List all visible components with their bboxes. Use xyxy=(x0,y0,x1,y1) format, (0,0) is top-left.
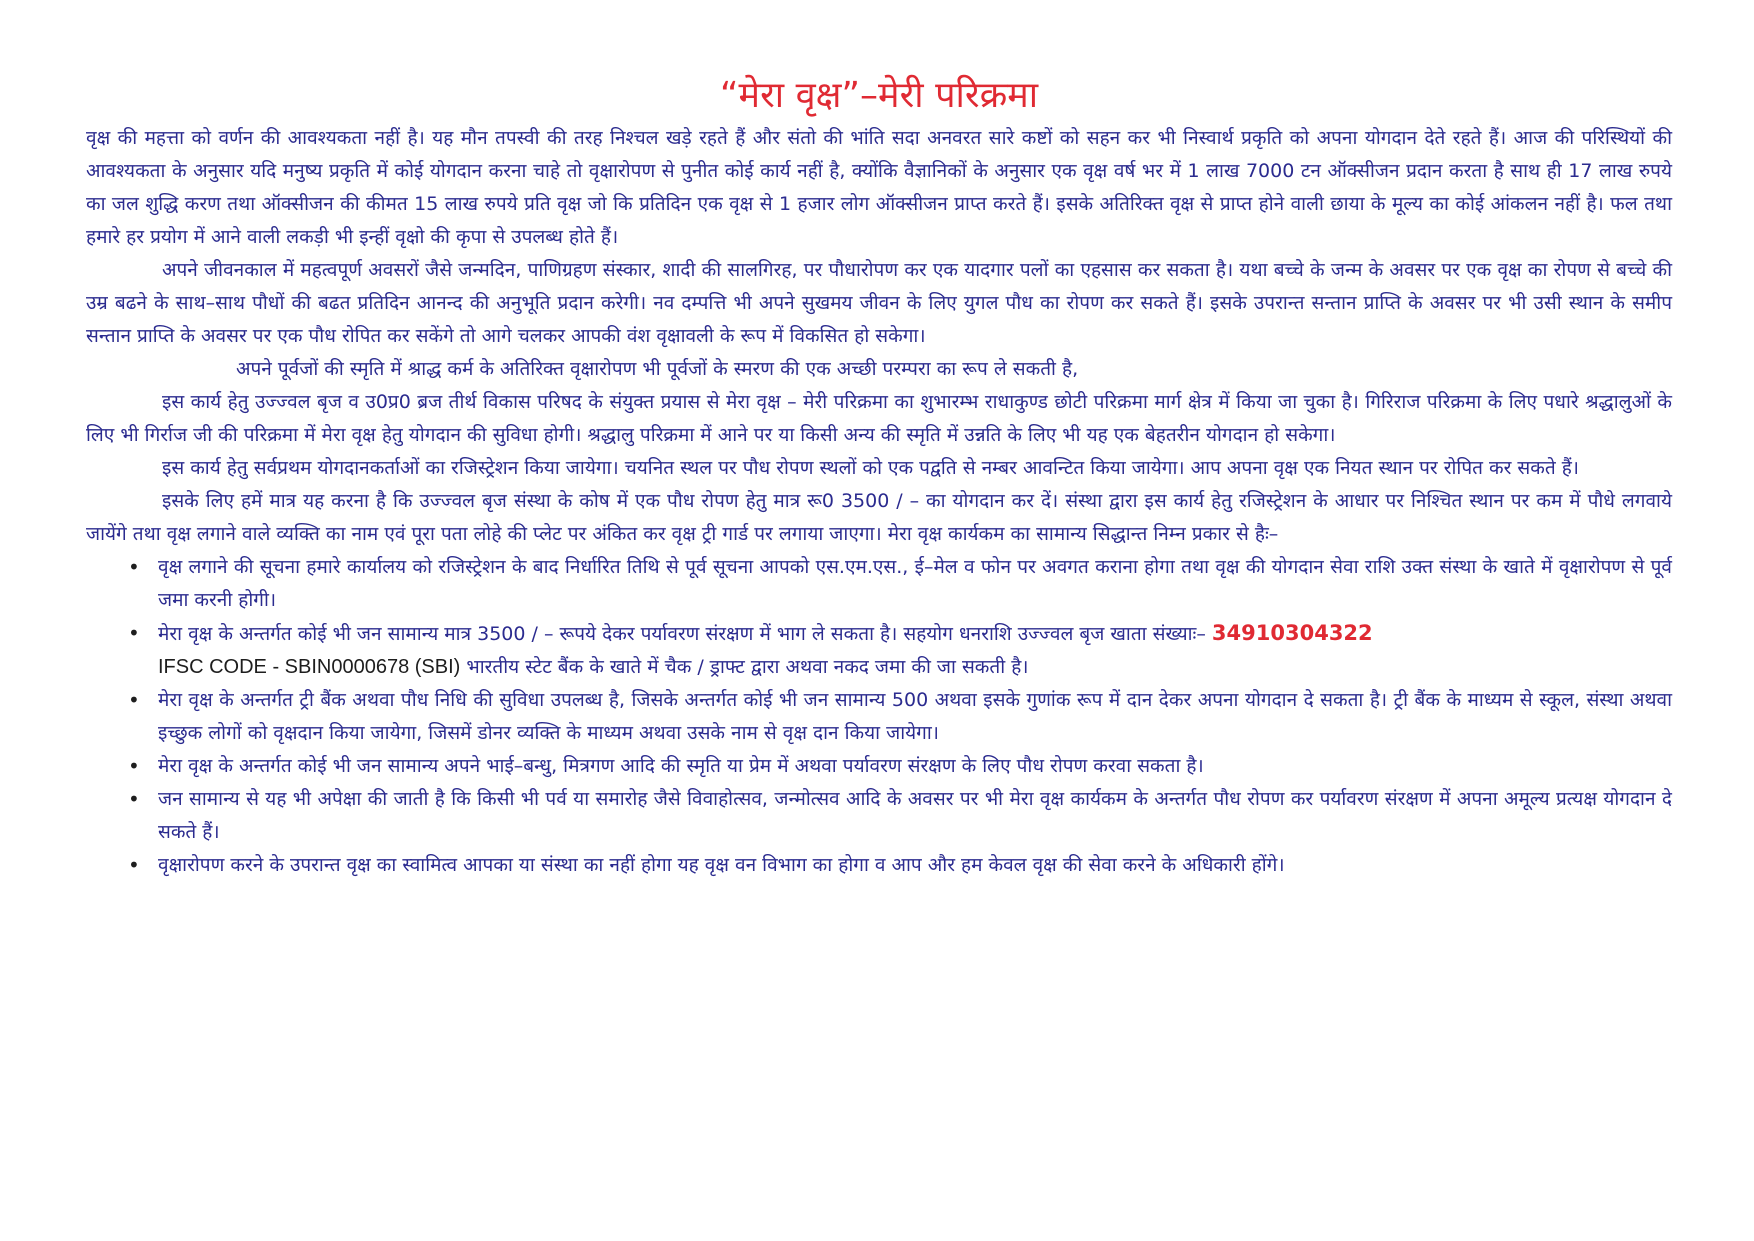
list-item-text: वृक्ष लगाने की सूचना हमारे कार्यालय को रजिस्ट्रेशन के बाद निर्धारित तिथि से पूर्व सूचना आपको एस.एम.एस., ई–मेल व फोन पर अवगत कराना होगा तथा वृक्ष की योगदान सेवा राशि उक्त संस्था के खाते में वृक्षारोपण से पूर्व जमा करनी होगी। xyxy=(158,556,1672,611)
document-page xyxy=(86,72,1672,882)
list-item xyxy=(86,684,1672,750)
list-item-text: मेरा वृक्ष के अन्तर्गत कोई भी जन सामान्य मात्र 3500 / – रूपये देकर पर्यावरण संरक्षण में भाग ले सकता है। सहयोग धनराशि उज्ज्वल बृज खाता संख्याः– xyxy=(158,623,1212,645)
paragraph-registration: इस कार्य हेतु सर्वप्रथम योगदानकर्ताओं का रजिस्ट्रेशन किया जायेगा। चयनित स्थल पर पौध रोपण स्थलों को एक पद्वति से नम्बर आवन्टित किया जायेगा। आप अपना वृक्ष एक नियत स्थान पर रोपित कर सकते हैं। xyxy=(162,457,1579,479)
list-item xyxy=(86,849,1672,882)
paragraph-intro: वृक्ष की महत्ता को वर्णन की आवश्यकता नहीं है। यह मौन तपस्वी की तरह निश्चल खड़े रहते हैं और संतो की भांति सदा अनवरत सारे कष्टों को सहन कर भी निस्वार्थ प्रकृति को अपना योगदान देते रहते हैं। आज की परिस्थियों की आवश्यकता के अनुसार यदि मनुष्य प्रकृति में कोई योगदान करना चाहे तो वृक्षारोपण से पुनीत कोई कार्य नहीं है, क्योंकि वैज्ञानिकों के अनुसार एक वृक्ष वर्ष भर में 1 लाख 7000 टन ऑक्सीजन प्रदान करता है साथ ही 17 लाख रुपये का जल शुद्धि करण तथा ऑक्सीजन की कीमत 15 लाख रुपये प्रति वृक्ष जो कि प्रतिदिन एक वृक्ष से 1 हजार लोग ऑक्सीजन प्राप्त करते हैं। इसके अतिरिक्त वृक्ष से प्राप्त होने वाली छाया के मूल्य का कोई आंकलन नहीं है। फल तथा हमारे हर प्रयोग में आने वाली लकड़ी भी इन्हीं वृक्षो की कृपा से उपलब्ध होते हैं। xyxy=(86,127,1672,248)
bullet-icon: • xyxy=(128,688,140,712)
document-title: “मेरा वृक्ष”–मेरी परिक्रमा xyxy=(719,75,1039,116)
list-item-text: जन सामान्य से यह भी अपेक्षा की जाती है कि किसी भी पर्व या समारोह जैसे विवाहोत्सव, जन्मोत्सव आदि के अवसर पर भी मेरा वृक्ष कार्यकम के अन्तर्गत पौध रोपण कर पर्यावरण संरक्षण में अपना अमूल्य प्रत्यक्ष योगदान दे सकते हैं। xyxy=(158,788,1672,843)
paragraph-ancestors: अपने पूर्वजों की स्मृति में श्राद्ध कर्म के अतिरिक्त वृक्षारोपण भी पूर्वजों के स्मरण की एक अच्छी परम्परा का रूप ले सकती है, xyxy=(236,358,1079,380)
list-item xyxy=(86,551,1672,617)
bullet-icon: • xyxy=(128,853,140,877)
paragraph-initiative: इस कार्य हेतु उज्ज्वल बृज व उ0प्र0 ब्रज तीर्थ विकास परिषद के संयुक्त प्रयास से मेरा वृक्ष – मेरी परिक्रमा का शुभारम्भ राधाकुण्ड छोटी परिक्रमा मार्ग क्षेत्र में किया जा चुका है। गिरिराज परिक्रमा के लिए पधारे श्रद्धालुओं के लिए भी गिर्राज जी की परिक्रमा में मेरा वृक्ष हेतु योगदान की सुविधा होगी। श्रद्धालु परिक्रमा में आने पर या किसी अन्य की स्मृति में उन्नति के लिए भी यह एक बेहतरीन योगदान हो सकेगा। xyxy=(86,391,1672,446)
bullet-icon: • xyxy=(128,621,140,645)
bullet-icon: • xyxy=(128,555,140,579)
list-item xyxy=(86,750,1672,783)
account-number: 34910304322 xyxy=(1211,621,1373,645)
list-item xyxy=(86,783,1672,849)
paragraph-occasions: अपने जीवनकाल में महत्वपूर्ण अवसरों जैसे जन्मदिन, पाणिग्रहण संस्कार, शादी की सालगिरह, पर पौधारोपण कर एक यादगार पलों का एहसास कर सकता है। यथा बच्चे के जन्म के अवसर पर एक वृक्ष का रोपण से बच्चे की उम्र बढने के साथ–साथ पौधों की बढत प्रतिदिन आनन्द की अनुभूति प्रदान करेगी। नव दम्पत्ति भी अपने सुखमय जीवन के लिए युगल पौध का रोपण कर सकते हैं। इसके उपरान्त सन्तान प्राप्ति के अवसर पर भी उसी स्थान के समीप सन्तान प्राप्ति के अवसर पर एक पौध रोपित कर सकेंगे तो आगे चलकर आपकी वंश वृक्षावली के रूप में विकसित हो सकेगा। xyxy=(86,259,1673,347)
paragraph-contribution: इसके लिए हमें मात्र यह करना है कि उज्ज्वल बृज संस्था के कोष में एक पौध रोपण हेतु मात्र रू0 3500 / – का योगदान कर दें। संस्था द्वारा इस कार्य हेतु रजिस्ट्रेशन के आधार पर निश्चित स्थान पर कम में पौधे लगवाये जायेंगे तथा वृक्ष लगाने वाले व्यक्ति का नाम एवं पूरा पता लोहे की प्लेट पर अंकित कर वृक्ष ट्री गार्ड पर लगाया जाएगा। मेरा वृक्ष कार्यकम का सामान्य सिद्धान्त निम्न प्रकार से हैः– xyxy=(86,490,1672,545)
principles-list xyxy=(86,551,1672,882)
list-item xyxy=(86,617,1672,684)
list-item-text-continued: भारतीय स्टेट बैंक के खाते में चैक / ड्राफ्ट द्वारा अथवा नकद जमा की जा सकती है। xyxy=(460,656,1029,678)
list-item-text: वृक्षारोपण करने के उपरान्त वृक्ष का स्वामित्व आपका या संस्था का नहीं होगा यह वृक्ष वन विभाग का होगा व आप और हम केवल वृक्ष की सेवा करने के अधिकारी होंगे। xyxy=(158,854,1285,876)
bullet-icon: • xyxy=(128,787,140,811)
list-item-text: मेरा वृक्ष के अन्तर्गत ट्री बैंक अथवा पौध निधि की सुविधा उपलब्ध है, जिसके अन्तर्गत कोई भी जन सामान्य 500 अथवा इसके गुणांक रूप में दान देकर अपना योगदान दे सकता है। ट्री बैंक के माध्यम से स्कूल, संस्था अथवा इच्छुक लोगों को वृक्षदान किया जायेगा, जिसमें डोनर व्यक्ति के माध्यम अथवा उसके नाम से वृक्ष दान किया जायेगा। xyxy=(158,689,1672,744)
bullet-icon: • xyxy=(128,754,140,778)
ifsc-code: IFSC CODE - SBIN0000678 (SBI) xyxy=(158,656,461,678)
list-item-text: मेरा वृक्ष के अन्तर्गत कोई भी जन सामान्य अपने भाई–बन्धु, मित्रगण आदि की स्मृति या प्रेम में अथवा पर्यावरण संरक्षण के लिए पौध रोपण करवा सकता है। xyxy=(158,755,1204,777)
